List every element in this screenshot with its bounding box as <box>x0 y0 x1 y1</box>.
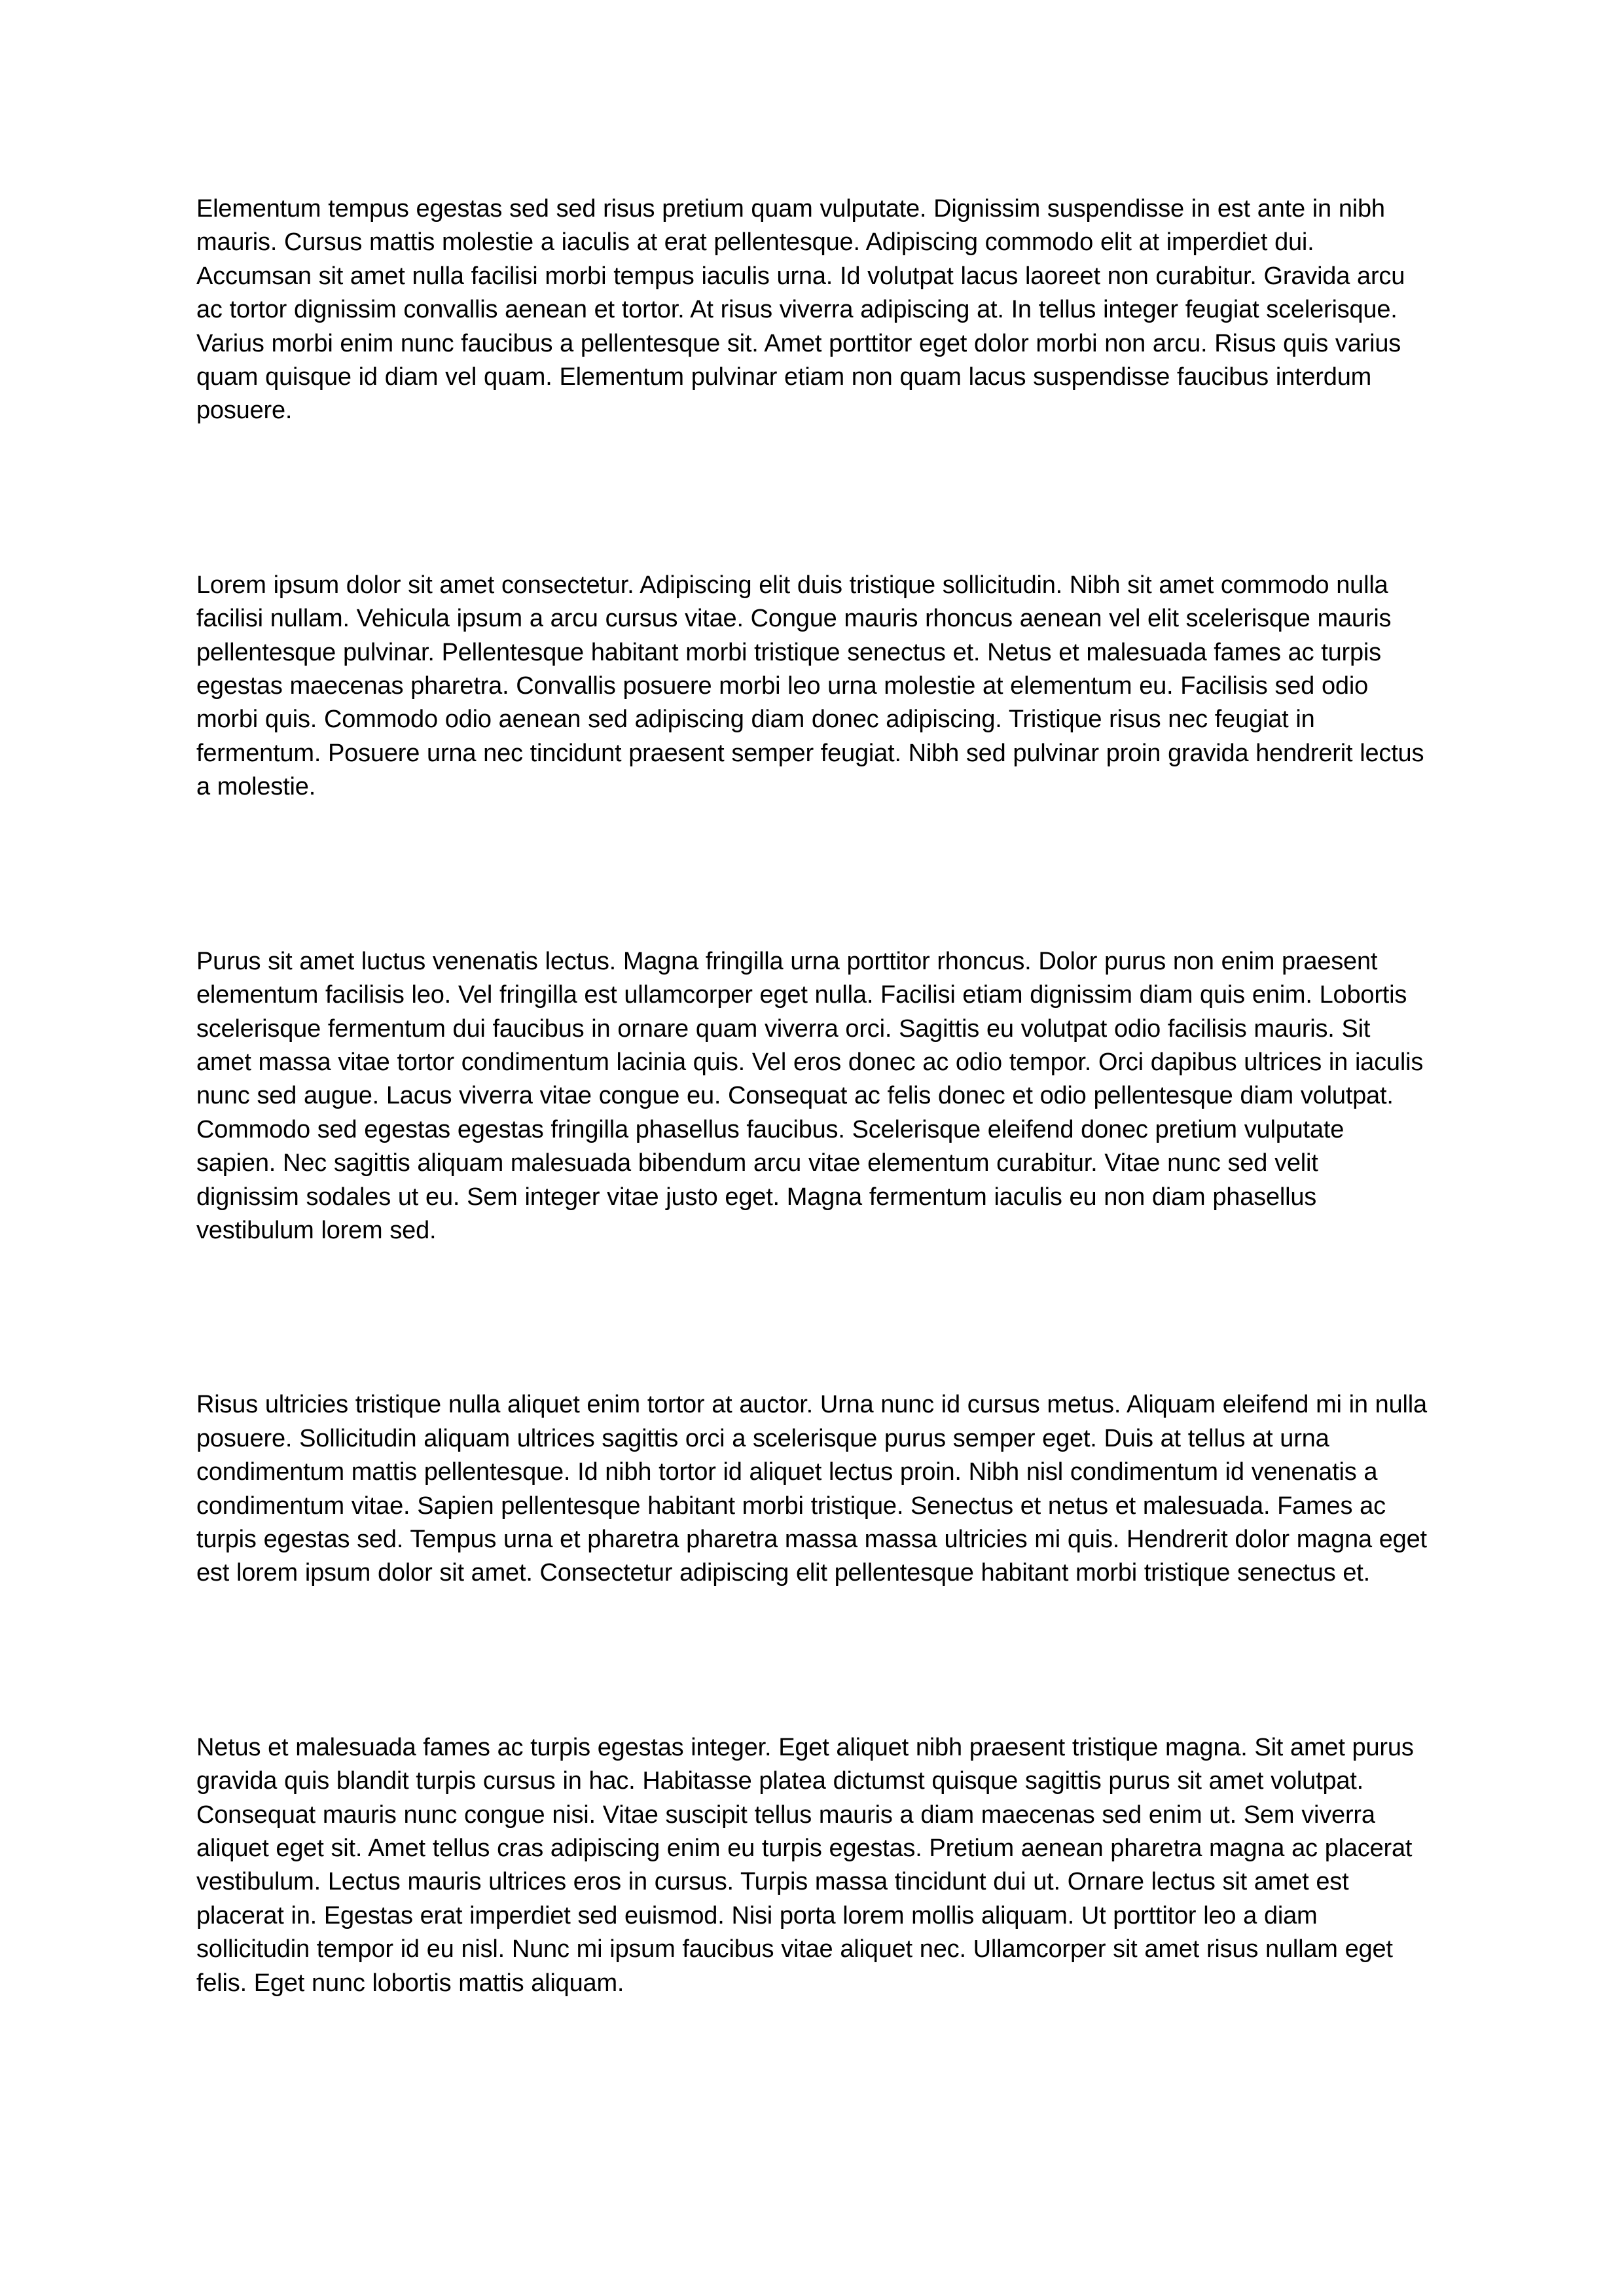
paragraph: Purus sit amet luctus venenatis lectus. Magna fringilla urna porttitor rhoncus. Dolor purus non enim praesent elementum facilisis leo. Vel fringilla est ullamcorper eget nulla. Facilisi etiam dignissim diam quis enim. Lobortis scelerisque fermentum dui faucibus in ornare quam viverra orci. Sagittis eu volutpat odio facilisis mauris. Sit amet massa vitae tortor condimentum lacinia quis. Vel eros donec ac odio tempor. Orci dapibus ultrices in iaculis nunc sed augue. Lacus viverra vitae congue eu. Consequat ac felis donec et odio pellentesque diam volutpat. Commodo sed egestas egestas fringilla phasellus faucibus. Scelerisque eleifend donec pretium vulputate sapien. Nec sagittis aliquam malesuada bibendum arcu vitae elementum curabitur. Vitae nunc sed velit dignissim sodales ut eu. Sem integer vitae justo eget. Magna fermentum iaculis eu non diam phasellus vestibulum lorem sed. <box>196 947 1424 1244</box>
paragraph: Risus ultricies tristique nulla aliquet enim tortor at auctor. Urna nunc id cursus metus. Aliquam eleifend mi in nulla posuere. Sollicitudin aliquam ultrices sagittis orci a scelerisque purus semper eget. Duis at tellus at urna condimentum mattis pellentesque. Id nibh tortor id aliquet lectus proin. Nibh nisl condimentum id venenatis a condimentum vitae. Sapien pellentesque habitant morbi tristique. Senectus et netus et malesuada. Fames ac turpis egestas sed. Tempus urna et pharetra pharetra massa massa ultricies mi quis. Hendrerit dolor magna eget est lorem ipsum dolor sit amet. Consectetur adipiscing elit pellentesque habitant morbi tristique senectus et. <box>196 1391 1427 1587</box>
paragraph: Lorem ipsum dolor sit amet consectetur. Adipiscing elit duis tristique sollicitudin. Nibh sit amet commodo nulla facilisi nullam. Vehicula ipsum a arcu cursus vitae. Congue mauris rhoncus aenean vel elit scelerisque mauris pellentesque pulvinar. Pellentesque habitant morbi tristique senectus et. Netus et malesuada fames ac turpis egestas maecenas pharetra. Convallis posuere morbi leo urna molestie at elementum eu. Facilisis sed odio morbi quis. Commodo odio aenean sed adipiscing diam donec adipiscing. Tristique risus nec feugiat in fermentum. Posuere urna nec tincidunt praesent semper feugiat. Nibh sed pulvinar proin gravida hendrerit lectus a molestie. <box>196 571 1424 801</box>
paragraph: Netus et malesuada fames ac turpis egestas integer. Eget aliquet nibh praesent tristique magna. Sit amet purus gravida quis blandit turpis cursus in hac. Habitasse platea dictumst quisque sagittis purus sit amet volutpat. Consequat mauris nunc congue nisi. Vitae suscipit tellus mauris a diam maecenas sed enim ut. Sem viverra aliquet eget sit. Amet tellus cras adipiscing enim eu turpis egestas. Pretium aenean pharetra magna ac placerat vestibulum. Lectus mauris ultrices eros in cursus. Turpis massa tincidunt dui ut. Ornare lectus sit amet est placerat in. Egestas erat imperdiet sed euismod. Nisi porta lorem mollis aliquam. Ut porttitor leo a diam sollicitudin tempor id eu nisl. Nunc mi ipsum faucibus vitae aliquet nec. Ullamcorper sit amet risus nullam eget felis. Eget nunc lobortis mattis aliquam. <box>196 1733 1414 1997</box>
document-body <box>196 192 1428 2000</box>
paragraph: Elementum tempus egestas sed sed risus pretium quam vulputate. Dignissim suspendisse in est ante in nibh mauris. Cursus mattis molestie a iaculis at erat pellentesque. Adipiscing commodo elit at imperdiet dui. Accumsan sit amet nulla facilisi morbi tempus iaculis urna. Id volutpat lacus laoreet non curabitur. Gravida arcu ac tortor dignissim convallis aenean et tortor. At risus viverra adipiscing at. In tellus integer feugiat scelerisque. Varius morbi enim nunc faucibus a pellentesque sit. Amet porttitor eget dolor morbi non arcu. Risus quis varius quam quisque id diam vel quam. Elementum pulvinar etiam non quam lacus suspendisse faucibus interdum posuere. <box>196 195 1405 425</box>
